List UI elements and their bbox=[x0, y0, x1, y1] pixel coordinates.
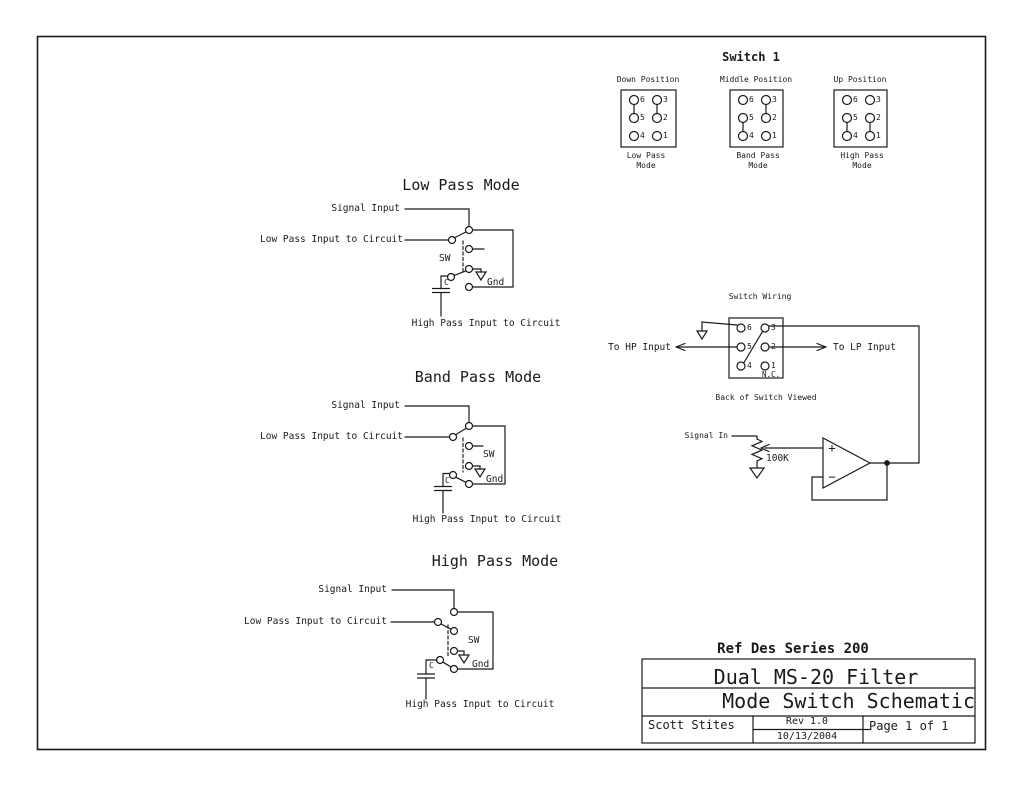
ref-des-label: Ref Des Series 200 bbox=[717, 641, 869, 657]
pin-number: 2 bbox=[663, 113, 668, 122]
pin-number: 2 bbox=[876, 113, 881, 122]
pin-number: 6 bbox=[853, 95, 858, 104]
pin-number: 1 bbox=[876, 131, 881, 140]
ground-symbol bbox=[750, 468, 764, 478]
low-pass-input-label: Low Pass Input to Circuit bbox=[260, 431, 403, 442]
opamp-minus-label: − bbox=[828, 470, 836, 484]
nc-label: N.C. bbox=[761, 370, 781, 379]
pin-number: 1 bbox=[772, 131, 777, 140]
pin-number: 2 bbox=[771, 342, 776, 351]
low-pass-fragment-lines bbox=[405, 209, 513, 316]
ground-symbol bbox=[475, 469, 485, 477]
pin-number: 5 bbox=[853, 113, 858, 122]
high-pass-input-label: High Pass Input to Circuit bbox=[405, 699, 555, 710]
mode-caption: Low Pass bbox=[626, 151, 666, 160]
mode-caption: Mode bbox=[636, 161, 656, 170]
mode-caption: High Pass bbox=[840, 151, 884, 160]
mode-caption: Mode bbox=[852, 161, 872, 170]
back-of-switch-caption: Back of Switch Viewed bbox=[715, 393, 817, 402]
date-label: 10/13/2004 bbox=[776, 731, 838, 742]
high-pass-input-label: High Pass Input to Circuit bbox=[412, 514, 562, 525]
mode-caption: Mode bbox=[748, 161, 768, 170]
ground-symbol bbox=[697, 331, 707, 339]
mode-caption: Band Pass bbox=[736, 151, 780, 160]
fragment-title: Band Pass Mode bbox=[414, 368, 542, 386]
pin-number: 4 bbox=[853, 131, 858, 140]
down-position-label: Down Position bbox=[616, 75, 680, 84]
opamp-plus-label: + bbox=[828, 441, 836, 455]
switch-wiring-lines bbox=[676, 318, 919, 463]
pin-number: 6 bbox=[747, 323, 752, 332]
gnd-label: Gnd bbox=[472, 659, 490, 670]
capacitor-label: C bbox=[445, 476, 450, 485]
pin-number: 4 bbox=[747, 361, 752, 370]
pin-number: 6 bbox=[640, 95, 645, 104]
gnd-label: Gnd bbox=[487, 277, 505, 288]
fragment-title: High Pass Mode bbox=[431, 552, 559, 570]
to-lp-input-label: To LP Input bbox=[833, 342, 896, 353]
pin-number: 5 bbox=[749, 113, 754, 122]
page-label: Page 1 of 1 bbox=[869, 719, 949, 733]
signal-input-label: Signal Input bbox=[331, 400, 400, 411]
capacitor-label: C bbox=[429, 661, 434, 670]
signal-input-label: Signal Input bbox=[318, 584, 387, 595]
switch-wiring-title: Switch Wiring bbox=[728, 292, 792, 301]
rev-label: Rev 1.0 bbox=[785, 716, 829, 727]
signal-input-label: Signal Input bbox=[331, 203, 400, 214]
pin-number: 1 bbox=[663, 131, 668, 140]
low-pass-input-label: Low Pass Input to Circuit bbox=[260, 234, 403, 245]
junction-dot bbox=[885, 461, 890, 466]
pot-value-label: 100K bbox=[766, 453, 789, 464]
title-block-line1: Dual MS-20 Filter bbox=[713, 665, 919, 689]
potentiometer bbox=[752, 437, 762, 468]
capacitor-label: C bbox=[444, 278, 449, 287]
pin-number: 2 bbox=[772, 113, 777, 122]
pin-number: 4 bbox=[640, 131, 645, 140]
pin-number: 3 bbox=[771, 323, 776, 332]
pin-number: 1 bbox=[771, 361, 776, 370]
pin-number: 5 bbox=[640, 113, 645, 122]
pin-number: 4 bbox=[749, 131, 754, 140]
sw-label: SW bbox=[439, 253, 451, 264]
sw-label: SW bbox=[483, 449, 495, 460]
author-label: Scott Stites bbox=[648, 718, 735, 732]
pin-number: 3 bbox=[772, 95, 777, 104]
ground-symbol bbox=[459, 655, 469, 663]
gnd-label: Gnd bbox=[486, 474, 504, 485]
low-pass-input-label: Low Pass Input to Circuit bbox=[244, 616, 387, 627]
pin-number: 3 bbox=[876, 95, 881, 104]
pin-number: 3 bbox=[663, 95, 668, 104]
pin-number: 6 bbox=[749, 95, 754, 104]
to-hp-input-label: To HP Input bbox=[608, 342, 671, 353]
up-position-label: Up Position bbox=[833, 75, 887, 84]
middle-position-label: Middle Position bbox=[719, 75, 793, 84]
fragment-title: Low Pass Mode bbox=[402, 176, 520, 194]
ground-symbol bbox=[476, 272, 486, 280]
opamp-circuit-lines bbox=[732, 436, 919, 500]
high-pass-input-label: High Pass Input to Circuit bbox=[411, 318, 561, 329]
sw-label: SW bbox=[468, 635, 480, 646]
signal-in-label: Signal In bbox=[684, 431, 728, 440]
switch1-title: Switch 1 bbox=[722, 50, 780, 64]
title-block-line2: Mode Switch Schematic bbox=[722, 689, 975, 713]
switch1-position-boxes bbox=[621, 90, 887, 147]
pin-number: 5 bbox=[747, 342, 752, 351]
